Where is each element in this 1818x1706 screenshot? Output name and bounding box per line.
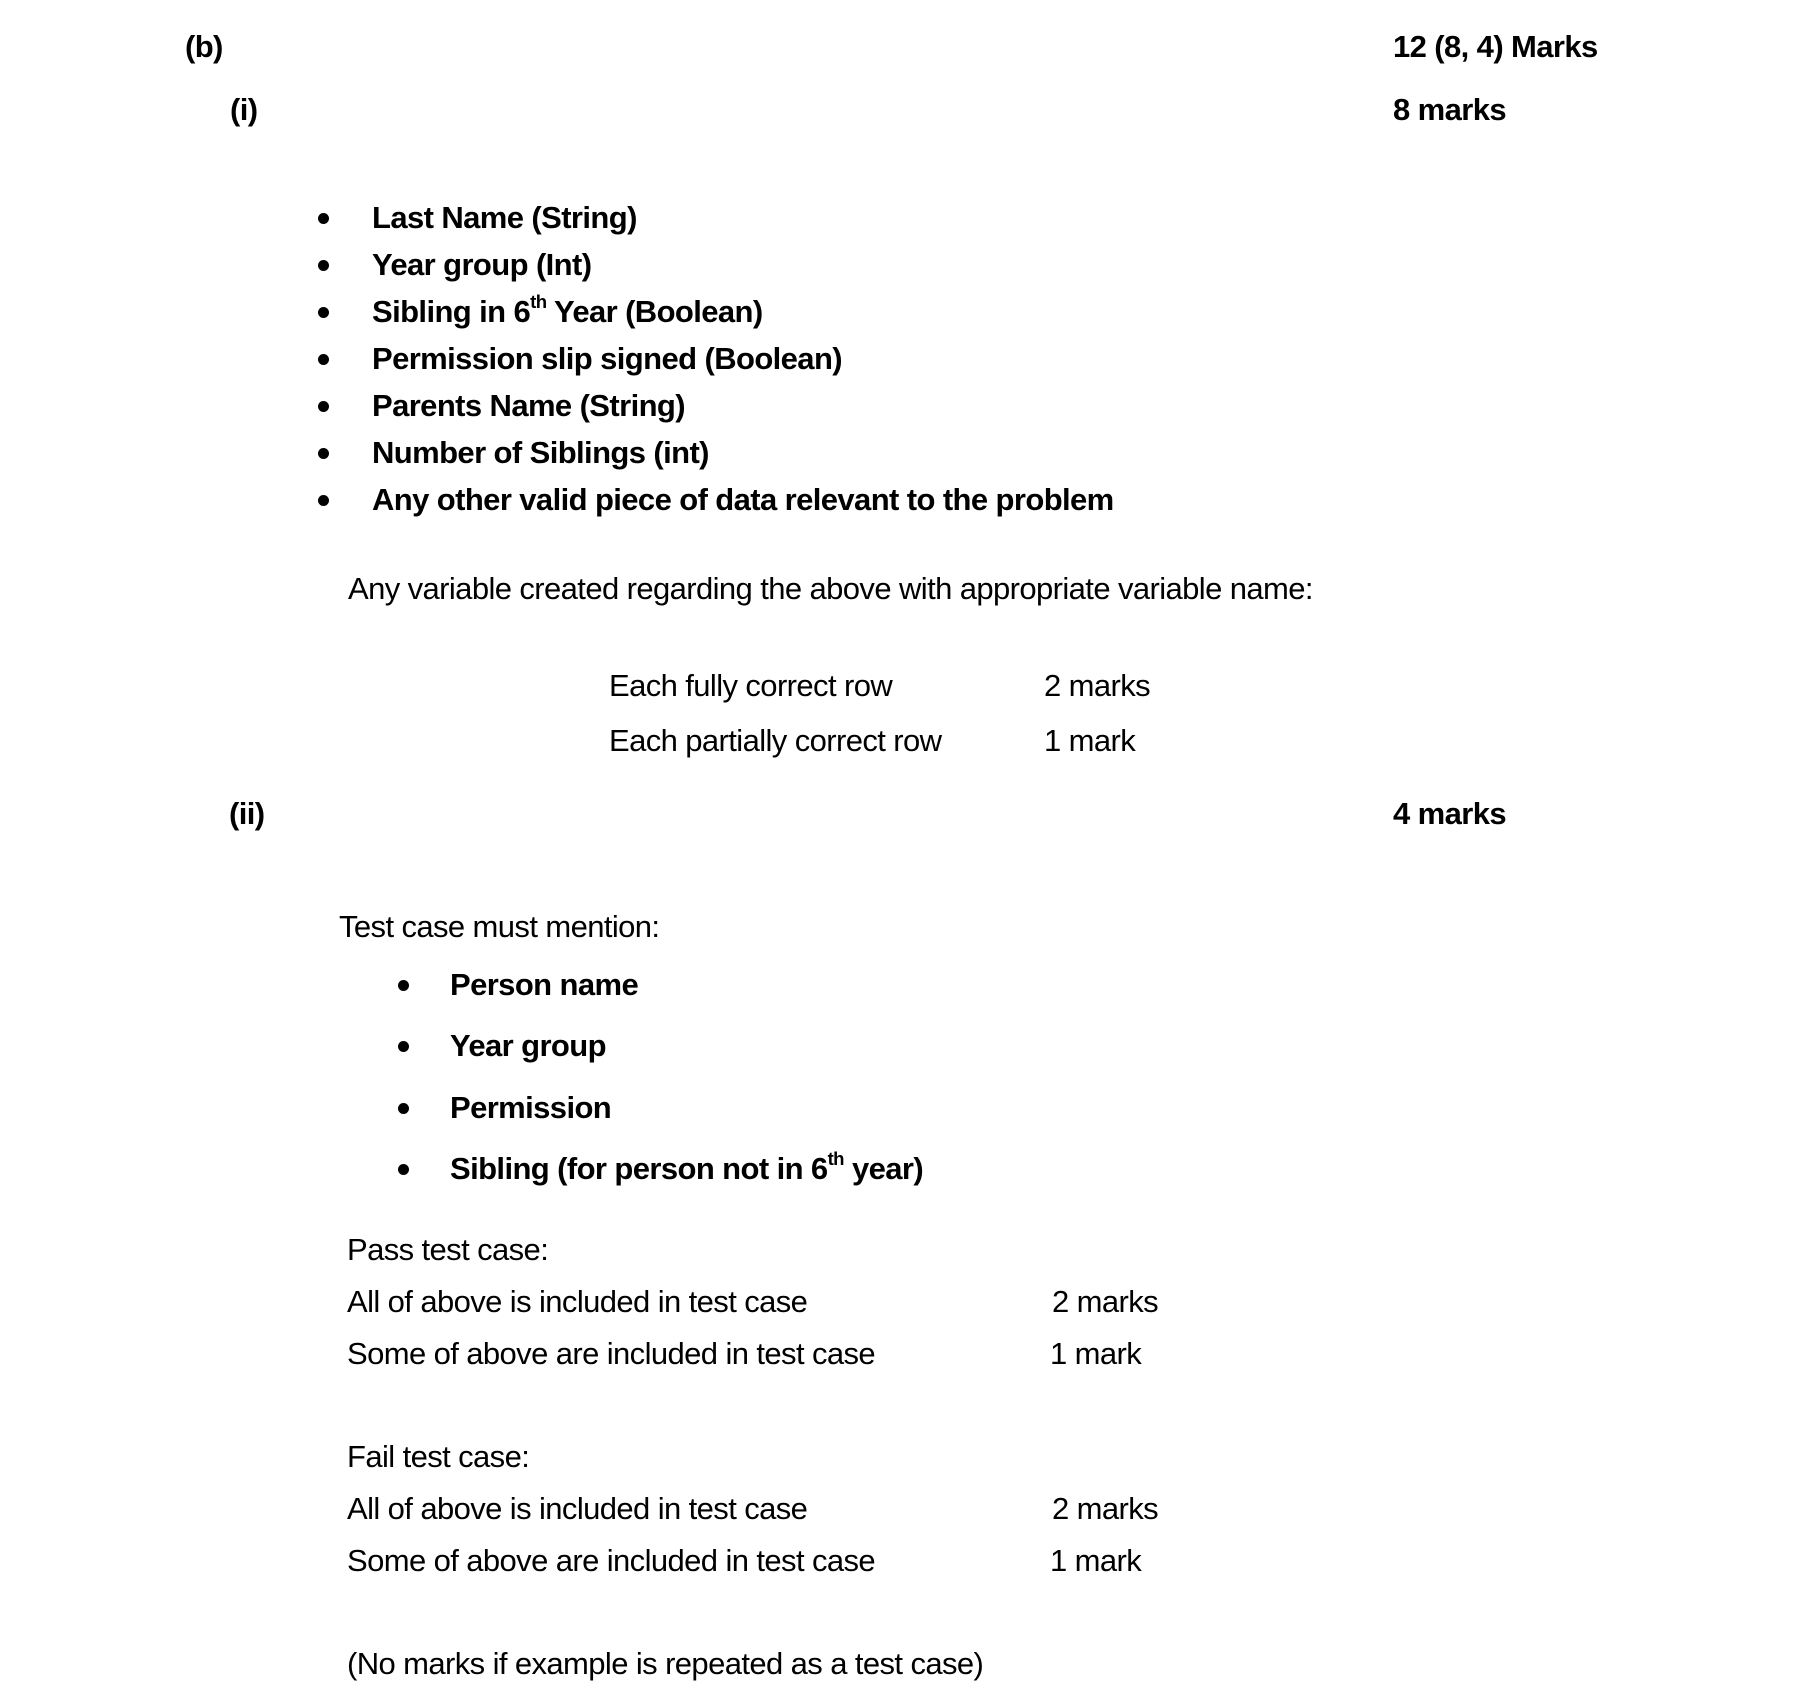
list-item-text: Sibling in 6th Year (Boolean) [372, 291, 763, 329]
list-item-text: Any other valid piece of data relevant to the problem [372, 482, 1114, 517]
bullet-icon [398, 1164, 409, 1175]
part-i-label: (i) [230, 92, 258, 127]
bullet-icon [318, 495, 329, 506]
list-item-text: Permission [450, 1090, 612, 1125]
pass-criterion: All of above is included in test case [347, 1284, 808, 1319]
test-case-intro: Test case must mention: [339, 909, 660, 944]
list-item-text: Year group (Int) [372, 247, 592, 282]
bullet-icon [318, 260, 329, 271]
part-ii-marks: 4 marks [1393, 796, 1507, 831]
scoring-criterion: Each fully correct row [609, 668, 893, 703]
list-item-text: Sibling (for person not in 6th year) [450, 1148, 924, 1186]
fail-heading: Fail test case: [347, 1439, 530, 1474]
fail-criterion: Some of above are included in test case [347, 1543, 876, 1578]
bullet-icon [398, 1103, 409, 1114]
pass-criterion: Some of above are included in test case [347, 1336, 876, 1371]
list-item-text: Last Name (String) [372, 200, 637, 235]
list-item-text: Permission slip signed (Boolean) [372, 341, 843, 376]
bullet-icon [318, 354, 329, 365]
scoring-criterion: Each partially correct row [609, 723, 942, 758]
list-item-text: Number of Siblings (int) [372, 435, 709, 470]
pass-marks: 1 mark [1050, 1336, 1142, 1371]
part-b-label: (b) [185, 29, 223, 64]
scoring-marks: 1 mark [1044, 723, 1136, 758]
variable-instruction: Any variable created regarding the above with appropriate variable name: [348, 571, 1313, 606]
part-ii-label: (ii) [229, 796, 265, 831]
bullet-icon [318, 307, 329, 318]
part-i-marks: 8 marks [1393, 92, 1507, 127]
bullet-icon [318, 401, 329, 412]
fail-marks: 1 mark [1050, 1543, 1142, 1578]
fail-marks: 2 marks [1052, 1491, 1159, 1526]
bullet-icon [398, 1041, 409, 1052]
list-item-text: Person name [450, 967, 639, 1002]
bullet-icon [318, 448, 329, 459]
bullet-icon [398, 980, 409, 991]
pass-heading: Pass test case: [347, 1232, 549, 1267]
part-b-total-marks: 12 (8, 4) Marks [1393, 29, 1598, 64]
pass-marks: 2 marks [1052, 1284, 1159, 1319]
repeat-example-note: (No marks if example is repeated as a test case) [347, 1646, 984, 1681]
list-item-text: Parents Name (String) [372, 388, 685, 423]
list-item-text: Year group [450, 1028, 606, 1063]
bullet-icon [318, 213, 329, 224]
fail-criterion: All of above is included in test case [347, 1491, 808, 1526]
scoring-marks: 2 marks [1044, 668, 1151, 703]
